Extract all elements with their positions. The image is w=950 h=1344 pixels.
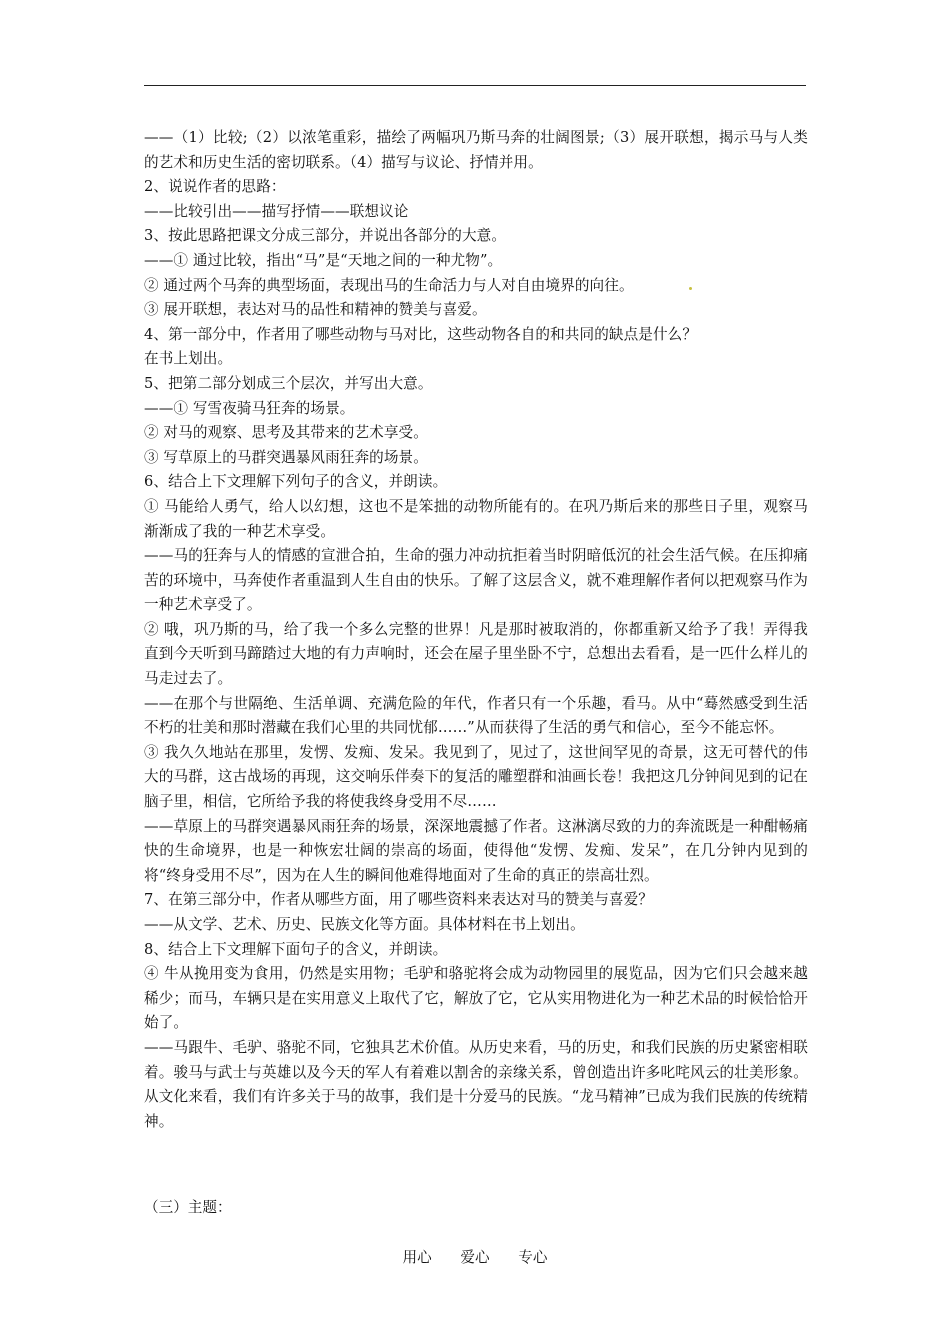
paragraph: ——马跟牛、毛驴、骆驼不同，它独具艺术价值。从历史来看，马的历史，和我们民族的历史紧密相联着。骏马与武士与英雄以及今天的军人有着难以割舍的亲缘关系，曾创造出许多叱咤风云的壮美形象。从文化来看，我们有许多关于马的故事，我们是十分爱马的民族。“龙马精神”已成为我们民族的传统精神。 xyxy=(144,1038,808,1130)
paragraph: ② 通过两个马奔的典型场面，表现出马的生命活力与人对自由境界的向往。 xyxy=(144,276,634,294)
stray-mark xyxy=(689,287,692,290)
paragraph: ① 马能给人勇气，给人以幻想，这也不是笨拙的动物所能有的。在巩乃斯后来的那些日子里，观察马渐渐成了我的一种艺术享受。 xyxy=(144,497,808,540)
header-rule xyxy=(144,85,806,86)
paragraph: 2、说说作者的思路： xyxy=(144,178,286,196)
paragraph: 在书上划出。 xyxy=(144,350,233,368)
footer-item: 爱心 xyxy=(460,1249,490,1266)
page-footer xyxy=(0,1247,950,1269)
paragraph: ② 哦，巩乃斯的马，给了我一个多么完整的世界！凡是那时被取消的，你都重新又给予了我！弄得我直到今天听到马蹄踏过大地的有力声响时，还会在屋子里坐卧不宁，总想出去看看，是一匹什么样儿的马走过去了。 xyxy=(144,620,808,688)
paragraph: ③ 我久久地站在那里，发愣、发痴、发呆。我见到了，见过了，这世间罕见的奇景，这无可替代的伟大的马群，这古战场的再现，这交响乐伴奏下的复活的雕塑群和油画长卷！我把这几分钟间见到的记在脑子里，相信，它所给予我的将使我终身受用不尽…… xyxy=(144,743,808,811)
paragraph: 7、在第三部分中，作者从哪些方面，用了哪些资料来表达对马的赞美与喜爱？ xyxy=(144,891,653,909)
paragraph: ——比较引出——描写抒情——联想议论 xyxy=(144,202,409,220)
paragraph: 5、把第二部分划成三个层次，并写出大意。 xyxy=(144,374,433,392)
paragraph: ——① 通过比较，指出“马”是“天地之间的一种尤物”。 xyxy=(144,251,503,269)
paragraph: ——（1）比较;（2）以浓笔重彩，描绘了两幅巩乃斯马奔的壮阔图景;（3）展开联想，揭示马与人类的艺术和历史生活的密切联系。（4）描写与议论、抒情并用。 xyxy=(144,129,808,171)
footer-item: 用心 xyxy=(402,1249,432,1266)
paragraph: ——马的狂奔与人的情感的宣泄合拍，生命的强力冲动抗拒着当时阴暗低沉的社会生活气候。在压抑痛苦的环境中，马奔使作者重温到人生自由的快乐。了解了这层含义，就不难理解作者何以把观察马作为一种艺术享受了。 xyxy=(144,547,808,614)
paragraph: ——草原上的马群突遇暴风雨狂奔的场景，深深地震撼了作者。这淋漓尽致的力的奔流既是一种酣畅痛快的生命境界，也是一种恢宏壮阔的崇高的场面，使得他“发愣、发痴、发呆”，在几分钟内见到的将“终身受用不尽”，因为在人生的瞬间他难得地面对了生命的真正的崇高壮烈。 xyxy=(144,817,808,884)
paragraph: ④ 牛从挽用变为食用，仍然是实用物；毛驴和骆驼将会成为动物园里的展览品，因为它们只会越来越稀少；而马，车辆只是在实用意义上取代了它，解放了它，它从实用物进化为一种艺术品的时候恰恰开始了。 xyxy=(144,965,808,1032)
footer-item: 专心 xyxy=(518,1249,548,1266)
paragraph: 4、第一部分中，作者用了哪些动物与马对比，这些动物各自的和共同的缺点是什么？ xyxy=(144,325,698,343)
paragraph: 8、结合上下文理解下面句子的含义，并朗读。 xyxy=(144,940,448,958)
paragraph: ——从文学、艺术、历史、民族文化等方面。具体材料在书上划出。 xyxy=(144,916,585,933)
paragraph: 6、结合上下文理解下列句子的含义，并朗读。 xyxy=(144,473,448,491)
section-title: （三）主题： xyxy=(144,1199,232,1216)
paragraph: ——在那个与世隔绝、生活单调、充满危险的年代，作者只有一个乐趣，看马。从中“蓦然感受到生活不朽的壮美和那时潜藏在我们心里的共同忧郁……”从而获得了生活的勇气和信心，至今不能忘怀。 xyxy=(144,694,808,737)
paragraph: ——① 写雪夜骑马狂奔的场景。 xyxy=(144,399,355,417)
paragraph: ③ 展开联想，表达对马的品性和精神的赞美与喜爱。 xyxy=(144,301,487,319)
paragraph: ② 对马的观察、思考及其带来的艺术享受。 xyxy=(144,424,428,442)
paragraph: ③ 写草原上的马群突遇暴风雨狂奔的场景。 xyxy=(144,448,428,466)
paragraph: 3、按此思路把课文分成三部分，并说出各部分的大意。 xyxy=(144,227,507,245)
document-body xyxy=(144,126,808,1134)
